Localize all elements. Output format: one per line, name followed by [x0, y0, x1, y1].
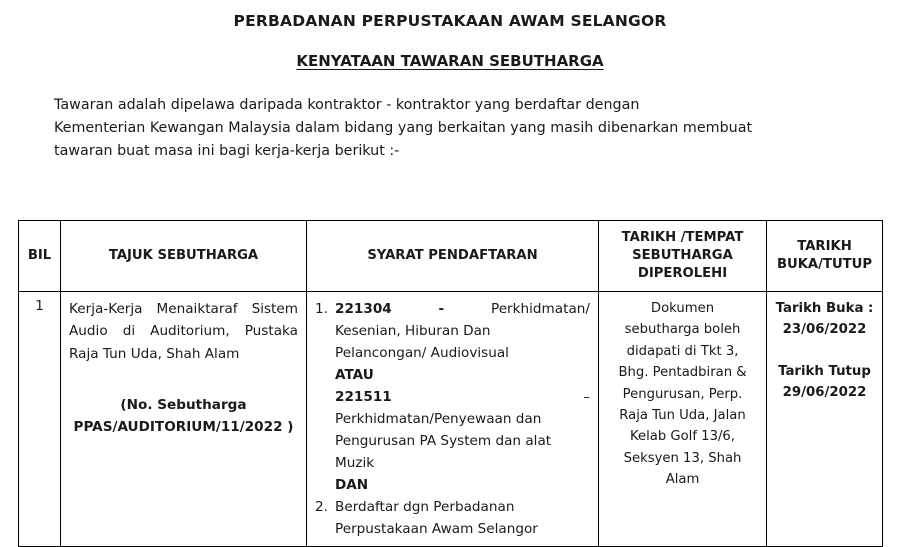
requirement-1-desc-line-2: Kesenian, Hiburan Dan [335, 323, 491, 340]
page-subtitle: KENYATAAN TAWARAN SEBUTHARGA [296, 52, 604, 70]
requirement-2-line-2: Perpustakaan Awam Selangor [335, 521, 538, 538]
requirement-1-desc2-line-1: Perkhidmatan/Penyewaan dan [335, 411, 542, 428]
tarikh-tutup-date: 29/06/2022 [782, 384, 867, 400]
intro-line-3: tawaran buat masa ini bagi kerja-kerja berikut :- [54, 143, 400, 160]
column-header-bil: BIL [19, 221, 61, 292]
tempat-line-9: Alam [665, 472, 700, 487]
tempat-line-3: didapati di Tkt 3, [626, 343, 739, 359]
tarikh-buka-date: 23/06/2022 [782, 322, 867, 338]
tarikh-tutup-label: Tarikh Tutup [778, 363, 871, 379]
tender-reference-line-1: (No. Sebutharga [120, 397, 247, 414]
cell-tarikh-buka-tutup [767, 292, 883, 547]
column-header-tarikh-tempat-line-1: TARIKH /TEMPAT [621, 230, 744, 246]
cell-syarat-pendaftaran [307, 292, 599, 547]
tempat-line-8: Seksyen 13, Shah [623, 450, 742, 466]
tempat-line-7: Kelab Golf 13/6, [629, 429, 735, 445]
table-header-row [19, 221, 883, 292]
cell-tajuk-sebutharga [61, 292, 307, 547]
tempat-line-1: Dokumen [650, 301, 715, 316]
requirement-1-code-line [335, 298, 590, 320]
requirement-1-desc2-line-3: Muzik [335, 455, 375, 472]
document-page [0, 12, 900, 538]
requirement-1-code2-line [335, 386, 590, 408]
column-header-syarat: SYARAT PENDAFTARAN [307, 221, 599, 292]
requirement-1-atau: ATAU [335, 367, 374, 384]
column-header-tajuk: TAJUK SEBUTHARGA [61, 221, 307, 292]
tempat-line-6: Raja Tun Uda, Jalan [619, 407, 746, 423]
intro-line-2: Kementerian Kewangan Malaysia dalam bidang yang berkaitan yang masih dibenarkan membuat [54, 120, 753, 137]
requirement-1-dash-2: – [583, 389, 590, 406]
tender-table [18, 220, 883, 547]
column-header-tarikh-tempat-line-3: DIPEROLEHI [637, 265, 728, 281]
page-title: PERBADANAN PERPUSTAKAAN AWAM SELANGOR [233, 12, 667, 30]
tender-reference-line-2: PPAS/AUDITORIUM/11/2022 ) [73, 419, 294, 436]
requirement-1-dash: - [438, 301, 445, 317]
intro-paragraph [54, 94, 846, 163]
requirement-2-number: 2. [315, 499, 328, 516]
requirement-1-body [335, 298, 590, 496]
requirement-2-body [335, 496, 590, 540]
column-header-tarikh-tempat-line-2: SEBUTHARGA [632, 248, 733, 264]
date-spacer [775, 341, 874, 361]
tempat-line-2: sebutharga boleh [624, 322, 741, 338]
requirement-1-desc2-line-2: Pengurusan PA System dan alat [335, 433, 552, 450]
requirement-1-desc-line-1: Perkhidmatan/ [490, 301, 590, 317]
requirement-1-code-2: 221511 [335, 389, 392, 406]
requirement-item-2 [315, 496, 590, 540]
cell-bil: 1 [19, 292, 61, 547]
requirement-1-code: 221304 [335, 301, 392, 317]
requirement-1-desc-line-3: Pelancongan/ Audiovisual [335, 345, 509, 362]
tempat-line-5: Pengurusan, Perp. [622, 386, 743, 402]
column-header-tarikh-buka-line-2: BUKA/TUTUP [776, 257, 873, 272]
requirement-item-1 [315, 298, 590, 496]
requirement-2-line-1: Berdaftar dgn Perbadanan [335, 499, 515, 516]
tempat-line-4: Bhg. Pentadbiran & [618, 365, 747, 381]
column-header-tarikh-buka-line-1: TARIKH [797, 239, 852, 255]
tarikh-buka-label: Tarikh Buka : [775, 301, 874, 316]
requirement-1-number: 1. [315, 301, 328, 317]
cell-tarikh-tempat-diperolehi [599, 292, 767, 547]
intro-line-1: Tawaran adalah dipelawa daripada kontraktor - kontraktor yang berdaftar dengan [54, 97, 640, 113]
table-row [19, 292, 883, 547]
tender-description: Kerja-Kerja Menaiktaraf Sistem Audio di Auditorium, Pustaka Raja Tun Uda, Shah Alam [69, 301, 298, 362]
column-header-tarikh-buka-tutup [767, 221, 883, 292]
tender-reference-number [69, 395, 298, 439]
column-header-tarikh-tempat [599, 221, 767, 292]
requirement-1-dan: DAN [335, 477, 369, 494]
